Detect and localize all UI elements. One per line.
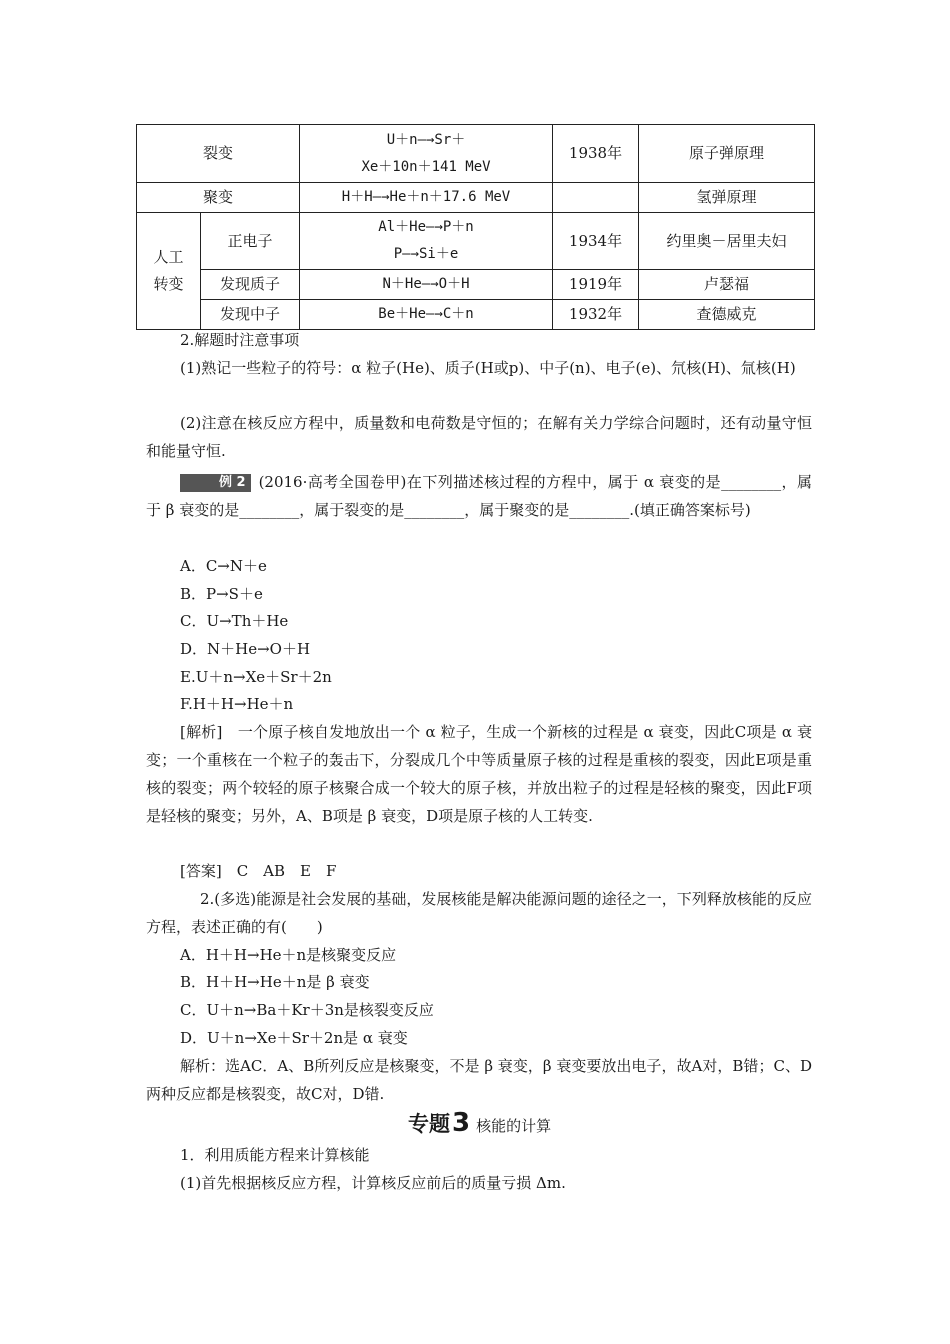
example-2-text: (2016·高考全国卷甲)在下列描述核过程的方程中，属于 α 衰变的是________，属于 β 衰变的是________，属于裂变的是________，属于聚变的是________.(填正确答案标号) [146, 473, 812, 519]
exercise-solution: 解析：选AC．A、B所列反应是核聚变，不是 β 衰变，β 衰变要放出电子，故A对，B错；C、D两种反应都是核裂变，故C对，D错. [146, 1057, 812, 1103]
neutron-equation: Be＋He―→C＋n [300, 300, 553, 330]
topic-label: 专题 [408, 1112, 450, 1136]
table-row-positron [137, 213, 815, 270]
neutron-note: 查德威克 [639, 300, 815, 330]
fusion-equation: H＋H―→He＋n＋17.6 MeV [300, 183, 553, 213]
fusion-label: 聚变 [137, 183, 300, 213]
fission-year: 1938年 [553, 125, 639, 183]
topic-number: 3 [452, 1108, 471, 1138]
artificial-label-line1: 人工 [153, 248, 184, 266]
fission-note: 原子弹原理 [639, 125, 815, 183]
example-option-b: B．P→S＋e [180, 585, 263, 603]
example-option-f: F.H＋H→He＋n [180, 695, 294, 713]
proton-year: 1919年 [553, 270, 639, 300]
positron-label: 正电子 [201, 213, 300, 270]
positron-year: 1934年 [553, 213, 639, 270]
nuclear-reaction-table [136, 124, 815, 330]
exercise-option-c: C．U＋n→Ba＋Kr＋3n是核裂变反应 [180, 1001, 434, 1019]
example-option-a: A．C→N＋e [180, 557, 267, 575]
fission-label: 裂变 [137, 125, 300, 183]
table-row-neutron [137, 300, 815, 330]
positron-eq-line1: Al＋He―→P＋n [378, 219, 474, 235]
notes-heading: 2.解题时注意事项 [180, 331, 300, 349]
neutron-year: 1932年 [553, 300, 639, 330]
topic-3-heading [408, 1108, 551, 1138]
positron-note: 约里奥－居里夫妇 [639, 213, 815, 270]
proton-note: 卢瑟福 [639, 270, 815, 300]
artificial-transmutation-label [137, 213, 201, 330]
positron-equation [300, 213, 553, 270]
notes-item-2: (2)注意在核反应方程中，质量数和电荷数是守恒的；在解有关力学综合问题时，还有动量守恒和能量守恒. [146, 414, 812, 460]
fusion-year [553, 183, 639, 213]
topic-title: 核能的计算 [476, 1117, 552, 1135]
exercise-2-stem: 2.(多选)能源是社会发展的基础，发展核能是解决能源问题的途径之一，下列释放核能的反应方程，表述正确的有( ) [146, 890, 812, 936]
exercise-option-a: A．H＋H→He＋n是核聚变反应 [180, 946, 397, 964]
fission-eq-line2: Xe＋10n＋141 MeV [361, 158, 491, 175]
topic-item-1: 1．利用质能方程来计算核能 [180, 1146, 370, 1164]
example-badge: 例 2 [180, 474, 251, 492]
example-analysis: [解析] 一个原子核自发地放出一个 α 粒子，生成一个新核的过程是 α 衰变，因此C项是 α 衰变；一个重核在一个粒子的轰击下，分裂成几个中等质量原子核的过程是重核的裂变，因此E项是重核的裂变；两个较轻的原子核聚合成一个较大的原子核，并放出粒子的过程是轻核的聚变，因此F项是轻核的聚变；另外，A、B项是 β 衰变，D项是原子核的人工转变. [146, 723, 812, 825]
topic-item-2: (1)首先根据核反应方程，计算核反应前后的质量亏损 Δm. [180, 1174, 566, 1192]
artificial-label-line2: 转变 [153, 275, 184, 293]
fission-eq-line1: U＋n―→Sr＋ [386, 131, 466, 148]
table-row-proton [137, 270, 815, 300]
example-option-c: C．U→Th＋He [180, 612, 289, 630]
exercise-option-b: B．H＋H→He＋n是 β 衰变 [180, 973, 370, 991]
notes-item-1: (1)熟记一些粒子的符号：α 粒子(He)、质子(H或p)、中子(n)、电子(e)、氘核(H)、氚核(H) [180, 359, 796, 377]
proton-equation: N＋He―→O＋H [300, 270, 553, 300]
neutron-label: 发现中子 [201, 300, 300, 330]
example-answer: [答案] C AB E F [180, 862, 337, 880]
table-row-fusion [137, 183, 815, 213]
exercise-option-d: D．U＋n→Xe＋Sr＋2n是 α 衰变 [180, 1029, 408, 1047]
example-option-e: E.U＋n→Xe＋Sr＋2n [180, 668, 332, 686]
fusion-note: 氢弹原理 [639, 183, 815, 213]
example-option-d: D．N＋He→O＋H [180, 640, 311, 658]
example-2-stem [146, 468, 812, 524]
positron-eq-line2: P―→Si＋e [393, 246, 459, 262]
table-row-fission [137, 125, 815, 183]
fission-equation [300, 125, 553, 183]
proton-label: 发现质子 [201, 270, 300, 300]
